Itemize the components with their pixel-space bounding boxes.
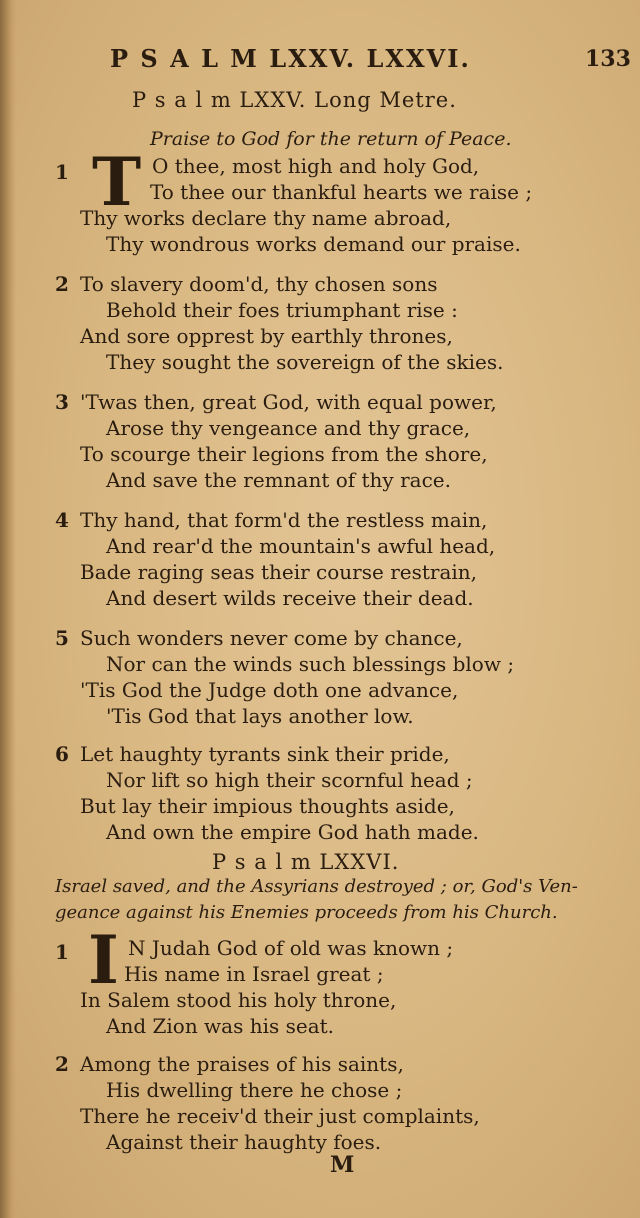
verse-line: Thy hand, that form'd the restless main, <box>80 508 488 532</box>
verse-line: O thee, most high and holy God, <box>152 154 480 178</box>
verse-line: Among the praises of his saints, <box>80 1052 404 1076</box>
stanza-number: 4 <box>55 508 69 532</box>
verse-line: In Salem stood his holy throne, <box>80 988 397 1012</box>
verse-line: His name in Israel great ; <box>124 962 384 986</box>
verse-line: And own the empire God hath made. <box>106 820 479 844</box>
verse-line: Such wonders never come by chance, <box>80 626 463 650</box>
verse-line: Nor can the winds such blessings blow ; <box>106 652 515 676</box>
verse-line: To scourge their legions from the shore, <box>80 442 488 466</box>
verse-line: His dwelling there he chose ; <box>106 1078 403 1102</box>
verse-line: And desert wilds receive their dead. <box>106 586 474 610</box>
verse-line: Behold their foes triumphant rise : <box>106 298 458 322</box>
stanza-number: 2 <box>55 1052 69 1076</box>
verse-line: Thy works declare thy name abroad, <box>80 206 452 230</box>
catchword: M <box>330 1152 355 1178</box>
verse-line: And save the remnant of thy race. <box>106 468 451 492</box>
verse-line: Arose thy vengeance and thy grace, <box>106 416 471 440</box>
verse-line: And Zion was his seat. <box>106 1014 335 1038</box>
psalm-76-title: P s a l m LXXVI. <box>212 850 400 874</box>
verse-line: Against their haughty foes. <box>106 1130 382 1154</box>
drop-cap: I <box>88 921 119 999</box>
verse-line: But lay their impious thoughts aside, <box>80 794 455 818</box>
verse-line: Bade raging seas their course restrain, <box>80 560 478 584</box>
psalm-76-subtitle: Israel saved, and the Assyrians destroyed ; or, God's Ven- <box>55 876 578 897</box>
verse-line: 'Twas then, great God, with equal power, <box>80 390 497 414</box>
psalm-76-subtitle-continued: geance against his Enemies proceeds from his Church. <box>55 902 558 923</box>
stanza-number: 6 <box>55 742 69 766</box>
verse-line: And sore opprest by earthly thrones, <box>80 324 453 348</box>
page-edge <box>0 0 16 1218</box>
page-number: 133 <box>585 46 631 72</box>
verse-line: 'Tis God that lays another low. <box>106 704 414 728</box>
running-head: P S A L M LXXV. LXXVI. <box>110 44 471 73</box>
stanza-number: 1 <box>55 160 69 184</box>
stanza-number: 5 <box>55 626 69 650</box>
verse-line: N Judah God of old was known ; <box>128 936 454 960</box>
verse-line: There he receiv'd their just complaints, <box>80 1104 480 1128</box>
stanza-number: 2 <box>55 272 69 296</box>
stanza-number: 3 <box>55 390 69 414</box>
verse-line: Thy wondrous works demand our praise. <box>106 232 521 256</box>
psalm-75-title: P s a l m LXXV. Long Metre. <box>132 88 457 112</box>
verse-line: Let haughty tyrants sink their pride, <box>80 742 450 766</box>
verse-line: They sought the sovereign of the skies. <box>106 350 504 374</box>
drop-cap: T <box>92 143 142 221</box>
verse-line: And rear'd the mountain's awful head, <box>106 534 496 558</box>
verse-line: To slavery doom'd, thy chosen sons <box>80 272 438 296</box>
verse-line: 'Tis God the Judge doth one advance, <box>80 678 459 702</box>
stanza-number: 1 <box>55 940 69 964</box>
verse-line: To thee our thankful hearts we raise ; <box>150 180 533 204</box>
psalm-75-subtitle: Praise to God for the return of Peace. <box>150 128 512 150</box>
verse-line: Nor lift so high their scornful head ; <box>106 768 473 792</box>
